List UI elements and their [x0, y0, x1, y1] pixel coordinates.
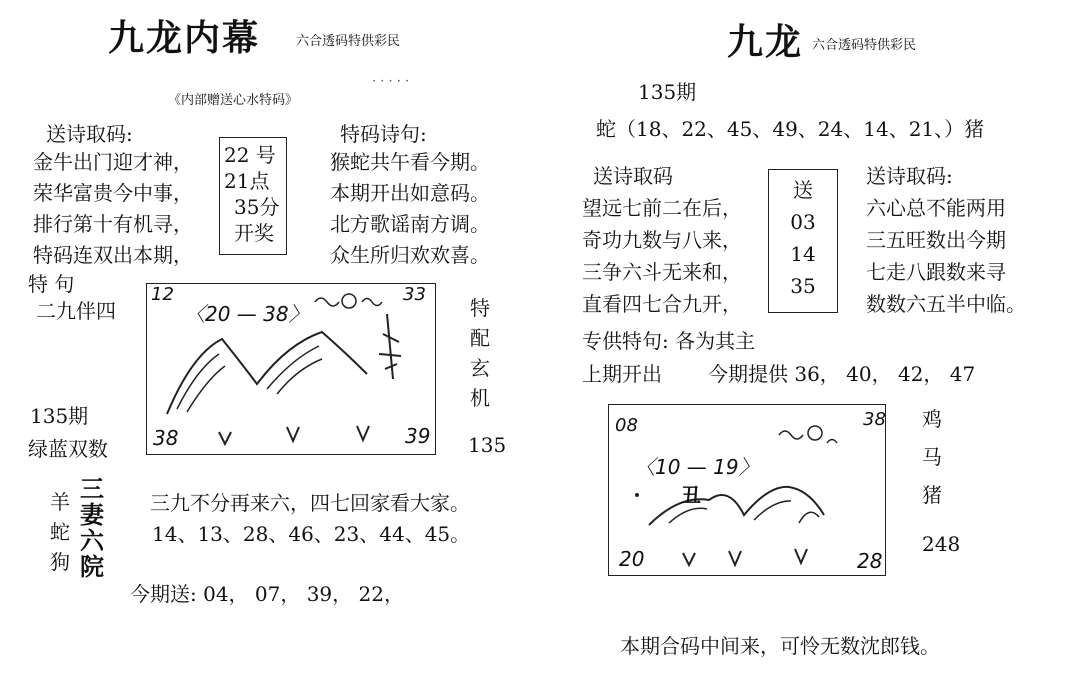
- left-tema-line: 众生所归欢欢喜。: [330, 243, 490, 267]
- left-zodiac-col2: [80, 476, 104, 580]
- left-tema-line: 北方歌谣南方调。: [330, 212, 490, 236]
- zodiac-char: 六: [80, 526, 104, 555]
- left-side-number: 135: [468, 433, 507, 457]
- send-box-number: 14: [790, 242, 816, 266]
- draw-label: 开奖: [234, 221, 274, 245]
- right-last-period: 上期开出: [582, 362, 662, 386]
- left-poem-line: 特码连双出本期，: [33, 243, 193, 267]
- right-poem-a-line: 望远七前二在后，: [582, 196, 742, 220]
- pic-range: 〈20 — 38〉: [185, 302, 309, 326]
- side-char: 玄: [470, 356, 490, 380]
- right-poem-a: [582, 192, 742, 320]
- right-poem-a-line: 直看四七合九开，: [582, 292, 742, 316]
- right-poem-b: [866, 192, 1026, 320]
- zodiac-char: 蛇: [50, 520, 70, 544]
- left-poem-line: 排行第十有机寻，: [33, 212, 193, 236]
- left-special-label: 特 句: [28, 272, 75, 296]
- zodiac-char: 妻: [80, 500, 104, 529]
- left-title-sub: 六合透码特供彩民: [296, 34, 401, 49]
- zodiac-char: 猪: [922, 483, 942, 507]
- left-verse: 三九不分再来六，四七回家看大家。: [150, 491, 470, 515]
- right-poem-b-line: 七走八跟数来寻: [866, 260, 1006, 284]
- right-send-box: [768, 169, 838, 313]
- left-banner: 《内部赠送心水特码》: [168, 93, 299, 108]
- left-period: 135期: [30, 404, 89, 428]
- left-dots: · · · · ·: [372, 74, 410, 89]
- pic-bottom-left-number: 20: [619, 547, 645, 571]
- left-today-send: 今期送: 04， 07， 39， 22，: [130, 582, 404, 606]
- side-char: 特: [470, 296, 490, 320]
- pic-mid-char: 丑: [681, 483, 701, 507]
- right-poem-b-line: 六心总不能两用: [866, 196, 1006, 220]
- right-this-period: 今期提供 36， 40， 42， 47: [708, 362, 976, 386]
- side-char: 机: [470, 386, 490, 410]
- pic-bottom-left-number: 38: [153, 426, 179, 450]
- left-tema-line: 本期开出如意码。: [330, 181, 490, 205]
- left-poem-head: 送诗取码:: [46, 122, 133, 146]
- left-side-vertical: [470, 293, 490, 413]
- draw-date: 22 号: [224, 143, 276, 167]
- left-poem: [33, 147, 193, 271]
- zodiac-char: 羊: [50, 490, 70, 514]
- side-char: 配: [470, 326, 490, 350]
- zodiac-char: 鸡: [922, 407, 942, 431]
- pic-top-left-number: 08: [615, 415, 638, 436]
- right-poem-b-line: 三五旺数出今期: [866, 228, 1006, 252]
- left-picture-box: [146, 283, 436, 455]
- left-poem-line: 荣华富贵今中事，: [33, 181, 193, 205]
- send-box-number: 35: [790, 274, 816, 298]
- mountain-sketch-icon: [609, 405, 885, 575]
- right-snake-line: 蛇（18、22、45、49、24、14、21、）猪: [596, 117, 985, 141]
- right-poem-a-line: 三争六斗无来和，: [582, 260, 742, 284]
- pic-top-right-number: 38: [863, 409, 886, 430]
- draw-hour: 21点: [224, 169, 270, 193]
- left-color-tip: 绿蓝双数: [28, 437, 108, 461]
- left-zodiac-col1: [50, 487, 70, 577]
- left-numbers: 14、13、28、46、23、44、45。: [152, 522, 471, 546]
- left-special-text: 二九伴四: [36, 299, 116, 323]
- pic-top-left-number: 12: [151, 284, 174, 305]
- right-period: 135期: [638, 80, 697, 104]
- right-poem-b-line: 数数六五半中临。: [866, 292, 1026, 316]
- pic-bottom-right-number: 28: [857, 549, 883, 573]
- zodiac-char: 三: [80, 474, 104, 503]
- pic-bottom-right-number: 39: [405, 424, 431, 448]
- zodiac-char: 马: [922, 445, 942, 469]
- send-box-number: 03: [790, 210, 816, 234]
- right-poem-head-b: 送诗取码:: [866, 164, 953, 188]
- left-draw-time-box: [219, 137, 287, 255]
- right-picture-box: [608, 404, 886, 576]
- zodiac-char: 狗: [50, 550, 70, 574]
- right-title-sub: 六合透码特供彩民: [812, 38, 917, 53]
- right-zodiac-number: 248: [922, 532, 961, 556]
- zodiac-char: 院: [80, 552, 104, 581]
- right-poem-a-line: 奇功九数与八来，: [582, 228, 742, 252]
- send-box-label: 送: [793, 178, 813, 202]
- draw-minute: 35分: [234, 195, 280, 219]
- left-title: 九龙内幕: [108, 17, 261, 59]
- left-tema-head: 特码诗句:: [340, 122, 427, 146]
- right-footer: 本期合码中间来，可怜无数沈郎钱。: [620, 634, 940, 658]
- pic-top-right-number: 33: [403, 284, 426, 305]
- left-tema: [330, 147, 490, 271]
- left-poem-line: 金牛出门迎才神，: [33, 150, 193, 174]
- right-special-verse: 专供特句: 各为其主: [582, 329, 756, 353]
- right-title: 九龙: [727, 21, 804, 63]
- pic-range: 〈10 — 19〉: [635, 455, 759, 479]
- left-tema-line: 猴蛇共午看今期。: [330, 150, 490, 174]
- right-poem-head-a: 送诗取码: [593, 164, 673, 188]
- right-zodiac-vertical: [922, 400, 942, 514]
